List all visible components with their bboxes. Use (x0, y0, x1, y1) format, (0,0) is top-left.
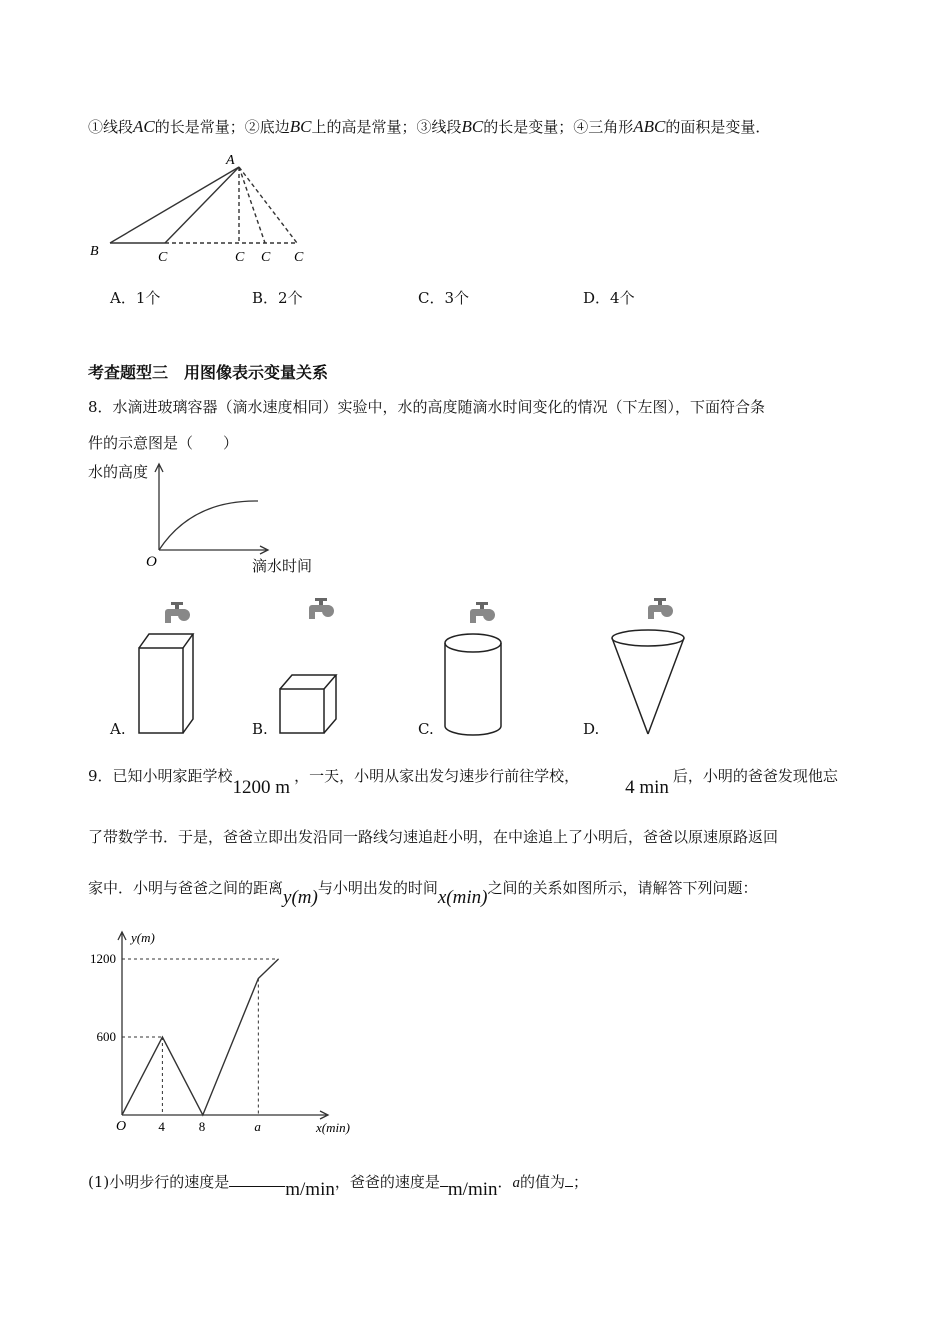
answer-blank-1[interactable] (229, 1186, 285, 1187)
q8-height-time-graph (140, 460, 360, 580)
label-C4: C (294, 250, 304, 265)
y-tick-label: 600 (96, 1029, 116, 1044)
q7-option-b[interactable]: B．2个 (252, 289, 303, 307)
label-C1: C (158, 250, 168, 265)
q9-y-axis-label: y(m) (131, 930, 155, 945)
q8-container-b[interactable] (278, 596, 348, 736)
q7-triangle-figure (85, 148, 325, 268)
q8-line1: 8．水滴进玻璃容器（滴水速度相同）实验中，水的高度随滴水时间变化的情况（下左图），下面符合条 (88, 398, 766, 416)
q8-container-d[interactable] (608, 596, 688, 736)
q8-option-c[interactable]: C. (418, 720, 434, 738)
label-B: B (90, 244, 99, 259)
section-title: 考查题型三 用图像表示变量关系 (88, 363, 329, 382)
q9-distance-time-chart (82, 924, 372, 1144)
q8-container-a[interactable] (135, 600, 205, 740)
faucet-icon (470, 602, 495, 623)
label-A: A (226, 153, 235, 168)
faucet-icon (165, 602, 190, 623)
q8-option-b[interactable]: B. (252, 720, 268, 738)
q8-option-a[interactable]: A. (110, 720, 126, 738)
q9-line1: 9．已知小明家距学校1200 m，一天，小明从家出发匀速步行前往学校，4 min后，小明的爸爸发现他忘 (88, 767, 838, 798)
q8-graph-ylabel: 水的高度 (88, 463, 149, 481)
q9-origin: O (116, 1119, 127, 1134)
q7-statements: ①线段AC的长是常量；②底边BC上的高是常量；③线段BC的长是变量；④三角形ABC的面积是变量． (88, 117, 771, 136)
q8-container-c[interactable] (440, 600, 510, 740)
label-C3: C (261, 250, 271, 265)
q8-graph-xlabel: 滴水时间 (252, 557, 313, 575)
q7-option-d[interactable]: D．4个 (583, 289, 635, 307)
q8-origin: O (146, 554, 157, 570)
q8-option-d[interactable]: D. (583, 720, 600, 738)
q7-option-c[interactable]: C．3个 (418, 289, 470, 307)
x-tick-label: 4 (158, 1119, 165, 1134)
label-C2: C (235, 250, 245, 265)
x-tick-label: 8 (198, 1119, 206, 1134)
y-tick-label: 1200 (90, 951, 116, 966)
x-tick-label: a (254, 1119, 261, 1134)
q9-subquestion-1: (1)小明步行的速度是 m/min，爸爸的速度是 m/min．a的值为 ； (88, 1173, 589, 1200)
q7-option-a[interactable]: A．1个 (110, 289, 161, 307)
answer-blank-2[interactable] (440, 1186, 448, 1187)
q8-line2: 件的示意图是（ ） (88, 434, 239, 452)
q9-line2: 了带数学书．于是，爸爸立即出发沿同一路线匀速追赶小明，在中途追上了小明后，爸爸以原速原路返回 (88, 828, 779, 846)
faucet-icon (309, 598, 334, 619)
q9-x-axis-label: x(min) (316, 1120, 350, 1135)
q9-line3: 家中．小明与爸爸之间的距离y(m)与小明出发的时间x(min)之间的关系如图所示，请解答下列问题： (88, 879, 758, 908)
q9-data-line (122, 959, 279, 1115)
answer-blank-3[interactable] (565, 1186, 573, 1187)
faucet-icon (648, 598, 673, 619)
